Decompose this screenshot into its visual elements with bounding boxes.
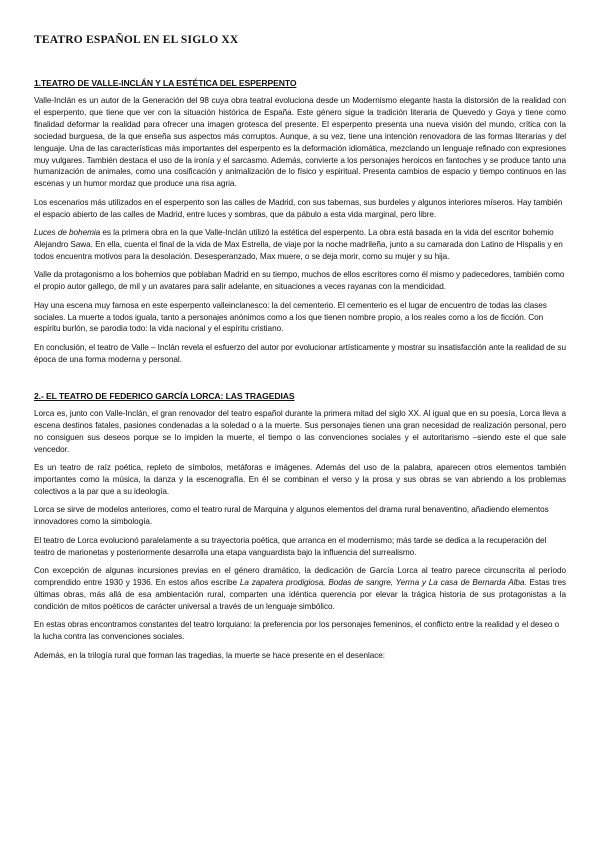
paragraph: En estas obras encontramos constantes del teatro lorquiano: la preferencia por los personajes femeninos, el conflicto entre la realidad y el deseo o la lucha contra las convenciones sociales. bbox=[34, 620, 560, 642]
paragraph: En conclusión, el teatro de Valle – Inclán revela el esfuerzo del autor por evolucionar artísticamente y mostrar su insatisfacción ante la realidad de su época de una forma moderna y personal. bbox=[34, 342, 566, 364]
paragraph: Lorca se sirve de modelos anteriores, como el teatro rural de Marquina y algunos elementos del drama rural benaventino, añadiendo elementos innovadores como la simbología. bbox=[34, 505, 549, 527]
paragraph: Además, en la trilogía rural que forman las tragedias, la muerte se hace presente en el desenlace: bbox=[34, 650, 386, 660]
paragraph: Lorca es, junto con Valle-Inclán, el gran renovador del teatro español durante la primera mitad del siglo XX. Al igual que en su poesía, Lorca lleva a escena destinos fatales, pasiones condenadas a la soledad o a la muerte. Sus personajes tienen una gran necesidad de realización personal, pero no consiguen sus deseos porque se lo impiden la muerte, el tiempo o las convenciones sociales y el autoritarismo –siendo este el que sale vencedor. bbox=[34, 409, 566, 454]
paragraph-text: . Estas tres últimas obras, más allá de esa ambientación rural, comparten una idéntica querencia por elevar la trágica historia de sus protagonistas a la condición de mitos poéticos de carácter universal a través de un lenguaje simbólico. bbox=[34, 578, 566, 611]
paragraph: Hay una escena muy famosa en este esperpento valleinclanesco: la del cementerio. El cementerio es el lugar de encuentro de todas las clases sociales. La muerte a todos iguala, tanto a personajes anónimos como a los que tienen nombre propio, a los reales como a los de ficción. Con espíritu burlón, se parodia todo: la vida nacional y el espíritu cristiano. bbox=[34, 300, 547, 334]
paragraph bbox=[34, 227, 566, 263]
paragraph: Es un teatro de raíz poética, repleto de símbolos, metáforas e imágenes. Además del uso de la palabra, aparecen otros elementos también importantes como la música, la danza y la escenografía. En él se combinan el verso y la prosa y sus obras se van abriendo a los problemas colectivos a la par que a su ideología. bbox=[34, 463, 566, 497]
section-heading: 2.- EL TEATRO DE FEDERICO GARCÍA LORCA: LAS TRAGEDIAS bbox=[34, 391, 295, 402]
section-spacer bbox=[34, 372, 566, 391]
paragraph-text: Con excepción de algunas incursiones previas en el género dramático, la dedicación de García Lorca al teatro parece circunscrita al período comprendido entre 1930 y 1936. En estos años escribe bbox=[34, 566, 566, 587]
section-garcia-lorca bbox=[34, 391, 566, 661]
paragraph: Valle-Inclán es un autor de la Generación del 98 cuya obra teatral evoluciona desde un Modernismo elegante hasta la distorsión de la realidad con el esperpento, que tiene que ver con la situación histórica de España. Este género sigue la tradición literaria de Quevedo y Goya y tiene como finalidad deformar la realidad para ofrecer una imagen grotesca del presente. El esperpento presenta una nueva visión del mundo, crítica con la sociedad burguesa, de la que enseña sus aspectos más corruptos. Aunque, a su vez, tiene una intención renovadora de las formas literarias y del lenguaje. Una de las características más importantes del esperpento es la deformación idiomática, mezclando un lenguaje refinado con expresiones muy vulgares. También destaca el uso de la ironía y el sarcasmo. Además, convierte a los personajes heroicos en fantoches y se produce tanto una humanización de animales, como una cosificación y animalización de lo físico y espiritual. Presenta cambios de espacio y tiempo continuos en las escenas y un humor mordaz que produce una risa agria. bbox=[34, 96, 566, 189]
section-heading: 1.TEATRO DE VALLE-INCLÁN Y LA ESTÉTICA DEL ESPERPENTO bbox=[34, 78, 297, 88]
paragraph: Los escenarios más utilizados en el esperpento son las calles de Madrid, con sus tabernas, sus burdeles y algunos interiores míseros. Hay también el espacio abierto de las calles de Madrid, entre luces y sombras, que da pábulo a esta vida marginal, pero libre. bbox=[34, 197, 563, 219]
italic-title: Luces de bohemia bbox=[34, 228, 101, 238]
paragraph bbox=[34, 565, 566, 613]
paragraph: El teatro de Lorca evolucionó paralelamente a su trayectoria poética, que arranca en el modernismo; más tarde se dedica a la recuperación del teatro de marionetas y posteriormente desarrolla una etapa vanguardista bajo la influencia del surrealismo. bbox=[34, 535, 547, 557]
document-title: TEATRO ESPAÑOL EN EL SIGLO XX bbox=[34, 34, 239, 46]
section-valle-inclan bbox=[34, 78, 566, 366]
paragraph-text: es la primera obra en la que Valle-Inclán utilizó la estética del esperpento. La obra está basada en la vida del escritor bohemio Alejandro Sawa. En ella, cuenta el final de la vida de Max Estrella, de viaje por la noche madrileña, junto a su camarada don Latino de Híspalis y en todos encuentra motivos para la desolación. Desesperanzado, Max muere, o se deja morir, como su mujer y su hija. bbox=[34, 228, 563, 261]
italic-titles: La zapatera prodigiosa, Bodas de sangre, Yerma y La casa de Bernarda Alba bbox=[239, 578, 525, 587]
paragraph: Valle da protagonismo a los bohemios que poblaban Madrid en su tiempo, muchos de ellos escritores como él mismo y padecedores, también como el propio autor gallego, de mil y un avatares para salir adelante, en situaciones a veces rayanas con la mendicidad. bbox=[34, 270, 565, 292]
